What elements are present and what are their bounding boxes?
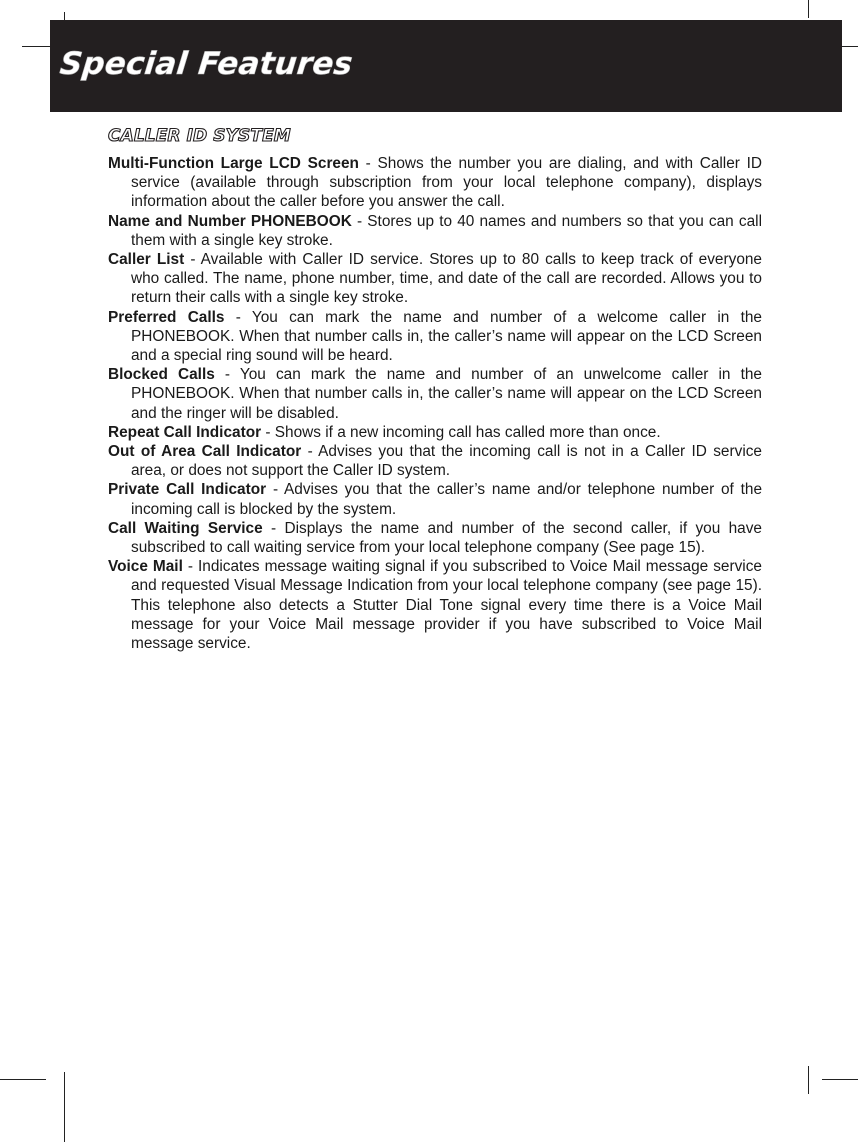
crop-mark-bottom-right-horizontal [822, 1079, 858, 1080]
feature-description: - Indicates message waiting signal if you subscribed to Voice Mail message service and requested Visual Message Indication from your local telephone company (see page 15). This telephone also detects a Stutter Dial Tone signal every time there is a Voice Mail message for your Voice Mail message provider if you have subscribed to Voice Mail message service. [131, 558, 762, 653]
feature-term: Preferred Calls [108, 308, 225, 326]
feature-description: - Shows if a new incoming call has called more than once. [265, 423, 661, 441]
feature-term: Multi-Function Large LCD Screen [108, 155, 359, 172]
crop-mark-top-right-vertical [808, 0, 809, 18]
feature-preferred-calls [108, 308, 762, 366]
feature-description: - Advises you that the caller’s name and/or telephone number of the incoming call is blocked by the system. [131, 481, 763, 518]
feature-term: Call Waiting Service [108, 519, 263, 537]
feature-caller-list [108, 250, 762, 308]
feature-description: - Stores up to 40 names and numbers so that you can call them with a single key stroke. [131, 212, 762, 249]
crop-mark-top-right-horizontal [840, 46, 858, 47]
feature-multi-function-lcd [108, 154, 762, 212]
feature-term: Repeat Call Indicator [108, 423, 262, 441]
crop-mark-bottom-left-horizontal [0, 1079, 46, 1080]
feature-description: - Shows the number you are dialing, and with Caller ID service (available through subscription from your local telephone company), displays information about the caller before you answer the call. [131, 155, 762, 211]
feature-description: - Displays the name and number of the second caller, if you have subscribed to call waiting service from your local telephone company (See page 15). [131, 519, 762, 557]
page-title: Special Features [58, 46, 355, 82]
feature-out-of-area-indicator [108, 442, 762, 480]
feature-term: Private Call Indicator [108, 481, 267, 499]
feature-repeat-call-indicator [108, 423, 762, 442]
crop-mark-top-left-horizontal [22, 46, 52, 47]
feature-phonebook [108, 212, 762, 250]
feature-term: Name and Number PHONEBOOK [108, 212, 352, 230]
feature-blocked-calls [108, 365, 762, 423]
feature-description: - You can mark the name and number of a welcome caller in the PHONEBOOK. When that number calls in, the caller’s name will appear on the LCD Screen and a special ring sound will be heard. [131, 308, 762, 365]
feature-term: Voice Mail [108, 558, 183, 576]
crop-mark-bottom-right-vertical [808, 1066, 809, 1094]
feature-description: - Available with Caller ID service. Stores up to 80 calls to keep track of everyone who called. The name, phone number, time, and date of the call are recorded. Allows you to return their calls with a single key stroke. [131, 251, 762, 307]
section-title: CALLER ID SYSTEM [108, 126, 291, 146]
feature-call-waiting-service [108, 519, 762, 557]
main-content [108, 124, 762, 653]
feature-private-call-indicator [108, 480, 762, 518]
feature-description: - Advises you that the incoming call is not in a Caller ID service area, or does not support the Caller ID system. [131, 443, 762, 480]
feature-voice-mail [108, 557, 762, 653]
feature-term: Blocked Calls [108, 366, 215, 384]
crop-mark-bottom-left-vertical [64, 1072, 65, 1142]
feature-description: - You can mark the name and number of an unwelcome caller in the PHONEBOOK. When that number calls in, the caller’s name will appear on the LCD Screen and the ringer will be disabled. [131, 366, 762, 422]
feature-term: Out of Area Call Indicator [108, 443, 302, 461]
feature-term: Caller List [108, 251, 185, 269]
